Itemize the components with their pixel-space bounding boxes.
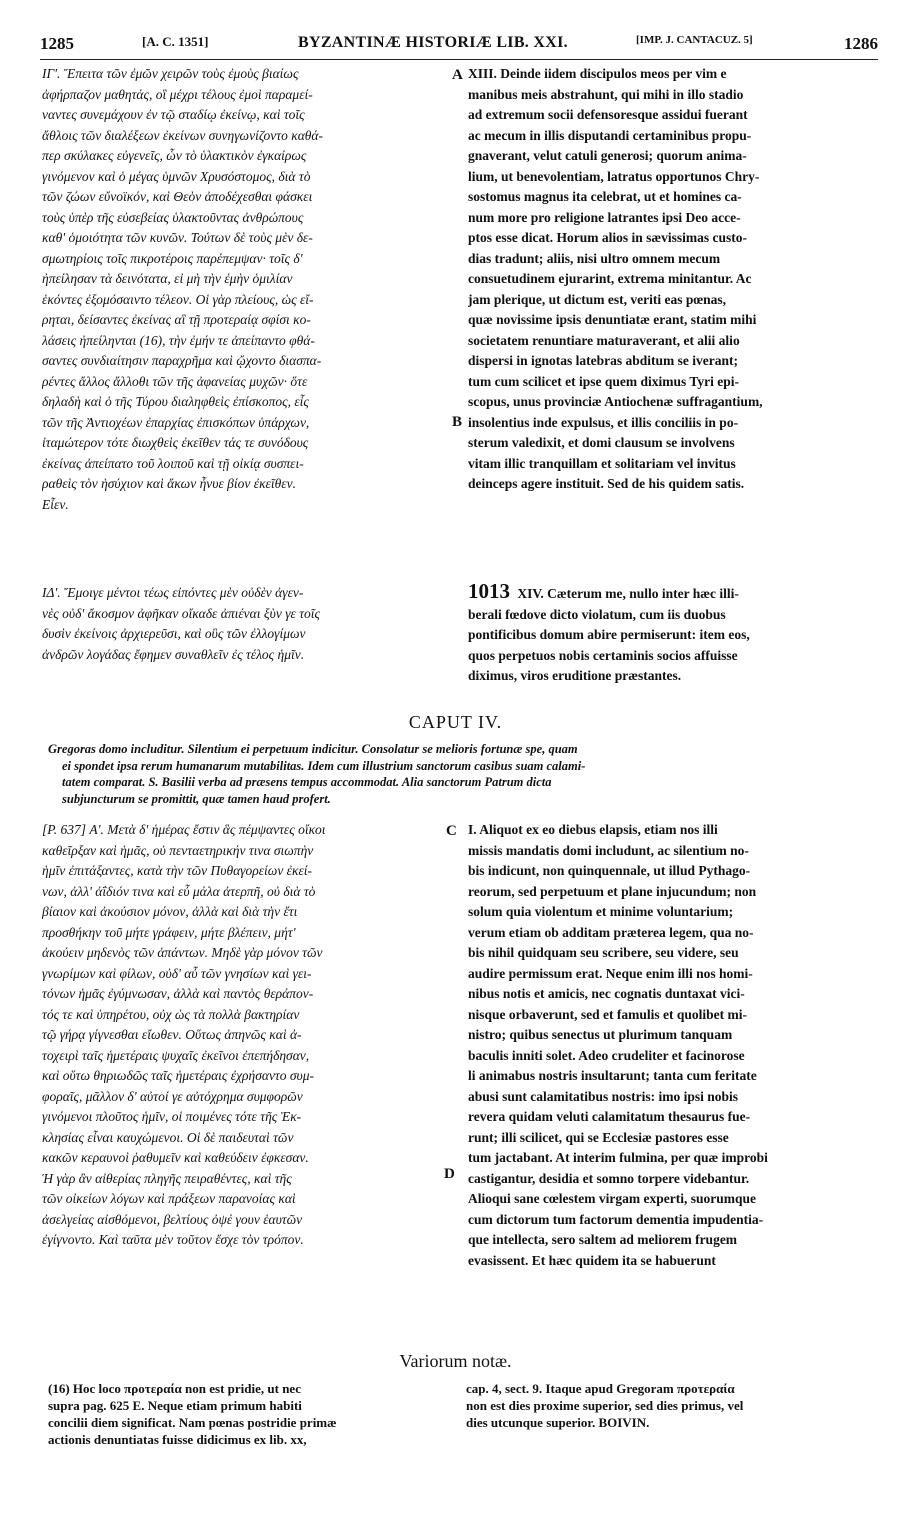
note-right-column [466, 1380, 876, 1431]
text-line: προσθήκην τοῦ μήτε γράφειν, μήτε βλέπειν, μήτ' [42, 924, 296, 940]
text-line: ei spondet ipsa rerum humanarum mutabilitas. Idem cum illustrium sanctorum casibus suam calami- [62, 758, 586, 773]
text-line: ραθεὶς τὸν ἡσύχιον καὶ ἄκων ἦνυε βίον ἐκεῖθεν. [42, 476, 296, 491]
text-line: scopus, unus provinciæ Antiochenæ suffragantium, [468, 394, 763, 409]
text-line: castigantur, desidia et somno torpere videbantur. [468, 1170, 750, 1186]
text-line: supra pag. 625 E. Neque etiam primum habiti [48, 1398, 302, 1413]
text-line: non est dies proxime superior, sed dies primus, vel [466, 1398, 744, 1413]
text-line: consuetudinem ejurarint, extrema minitantur. Ac [468, 271, 752, 286]
text-line: ad extremum socii defensoresque assidui fuerant [468, 107, 748, 122]
text-line: ΙΓ'. Ἔπειτα τῶν ἐμῶν χειρῶν τοὺς ἐμοὺς βιαίως [42, 66, 299, 81]
text-line: insolentius inde expulsus, et illis conciliis in po- [468, 414, 739, 430]
text-line: τῶν ζώων εὔνοϊκόν, καὶ Θεὸν ἀποδέχεσθαι φάσκει [42, 189, 313, 204]
text-line: ἀσελγείας αἰσθόμενοι, βελτίους ὀψέ γουν ἑαυτῶν [42, 1211, 303, 1227]
text-line: subjuncturum se promittit, quæ tamen haud profert. [62, 791, 331, 806]
text-line: ἠπείλησαν τὰ δεινότατα, εἰ μὴ τὴν ἐμὴν ὁμιλίαν [42, 271, 293, 286]
text-line: ἑκόντες ἐξομόσαιντο τέλεον. Οἱ γὰρ πλείους, ὡς εἴ- [42, 291, 314, 307]
text-line: ἀνδρῶν λογάδας ἔφημεν συναθλεῖν ἐς τέλος ἡμῖν. [42, 646, 305, 662]
text-line: κακῶν κεραυνοὶ ῥαθυμεῖν καὶ καθεύδειν ἐφκεσαν. [42, 1150, 309, 1165]
text-line: [P. 637] Α'. Μετὰ δ' ἡμέρας ἔστιν ἃς πέμψαντες οἴκοι [42, 822, 326, 837]
text-line: τοὺς ὑπὲρ τῆς εὐσεβείας ὑλακτοῦντας ἀνθρώπους [42, 209, 304, 225]
greek-paragraph-13 [42, 64, 452, 515]
text-line: tum jactabant. At interim fulmina, per quæ improbi [468, 1150, 768, 1165]
text-line: nisque orbaverunt, sed et famulis et quolibet mi- [468, 1006, 748, 1022]
text-line: τῶν τῆς Ἀντιοχέων ἐπαρχίας ἐπισκόπων ὑπάρχων, [42, 414, 310, 430]
text-line: cum dictorum tum factorum dementia impudentia- [468, 1211, 764, 1227]
text-line: deinceps agere instituit. Sed de his quidem satis. [468, 476, 745, 491]
text-line: Ἡ γὰρ ἂν αἰθερίας πληγῆς πειραθέντες, καὶ τῆς [42, 1170, 292, 1186]
text-line: τῶν οἰκείων λόγων καὶ πράξεων παρανοίας καὶ [42, 1191, 296, 1206]
text-line: evasissent. Et hæc quidem ita se habuerunt [468, 1252, 716, 1268]
text-line: dies utcunque superior. BOIVIN. [466, 1415, 650, 1430]
page-number-left: 1285 [40, 34, 74, 53]
chapter-title: CAPUT IV. [408, 712, 503, 732]
text-line: que intellecta, sero saltem ad meliorem frugem [468, 1232, 738, 1247]
text-line: ρηται, δείσαντες ἐκείνας αἳ τῇ προτεραίᾳ σφίσι κο- [42, 312, 311, 327]
text-line: καθ' ὁμοιότητα τῶν κυνῶν. Τούτων δὲ τοὺς μὲν δε- [42, 230, 313, 245]
text-line: lium, ut benevolentiam, latratus opportunos Chry- [468, 168, 760, 184]
text-line: reorum, sed perpetuum et plane injucundum; non [468, 883, 757, 899]
text-line: quos perpetuos nobis certaminis socios affuisse [468, 647, 738, 663]
text-line: bis nihil quidquam seu scribere, seu videre, seu [468, 945, 739, 960]
text-line: λάσεις ἠπείληνται (16), τὴν ἐμήν τε ἀπείπαντο φθά- [42, 332, 315, 348]
latin-page-number: 1013 [468, 581, 510, 603]
text-line: κλησίας εἶναι καυχώμενοι. Οἱ δὲ παιδευταὶ τῶν [42, 1129, 294, 1145]
chapter-summary [48, 741, 874, 807]
notes-title: Variorum notæ. [399, 1351, 512, 1371]
text-line: καὶ οὕτω θηριωδῶς ταῖς ἡμετέραις ἐχρήσαντο συμ- [42, 1068, 315, 1083]
text-line: li animabus nostris insultarunt; tanta cum feritate [468, 1068, 757, 1083]
text-line: tatem comparat. S. Basilii verba ad præsens tempus accommodat. Alia sanctorum Patrum dicta [62, 775, 552, 789]
running-title: BYZANTINÆ HISTORIÆ LIB. XXI. [298, 34, 568, 51]
text-line: νων, ἀλλ' ἀΐδιόν τινα καὶ εὖ μάλα ἀτερπῆ, οὐ διὰ τὸ [42, 883, 316, 899]
text-line: vitam illic tranquillam et solitariam vel invitus [468, 455, 736, 471]
text-line: δυσὶν ἐκείνοις ἀρχιερεῦσι, καὶ οὓς τῶν ἐλλογίμων [42, 626, 306, 641]
margin-letter-c: C [446, 823, 457, 839]
text-line: solum quia violentum et minime voluntarium; [468, 904, 734, 919]
latin-line: XIV. Cæterum me, nullo inter hæc illi- [517, 586, 739, 601]
text-line: τοχειρὶ ταῖς ἡμετέραις ψυχαῖς ἐκεῖνοι ἐπεπήδησαν, [42, 1047, 310, 1063]
text-line: gnaverant, velut catuli generosi; quorum anima- [468, 148, 747, 163]
text-line: baculis inniti solet. Adeo crudeliter et facinorose [468, 1047, 745, 1063]
note-left-column [48, 1380, 448, 1448]
text-line: ἰταμώτερον τότε διωχθεὶς ἐκεῖθεν τάς τε συνόδους [42, 435, 309, 450]
text-line: berali fœdove dicto violatum, cum iis duobus [468, 606, 726, 622]
text-line: bis indicunt, non quinquennale, ut illud Pythago- [468, 863, 751, 878]
text-line: ἀφήρπαζον μαθητάς, οἳ μέχρι τέλους ἐμοὶ παραμεί- [42, 86, 313, 102]
text-line: (16) Hoc loco προτεραία non est pridie, ut nec [48, 1381, 301, 1396]
text-line: Gregoras domo includitur. Silentium ei perpetuum indicitur. Consolatur se melioris fortunæ spe, quam [48, 742, 578, 756]
text-line: num more pro religione latrantes ipsi Deo acce- [468, 209, 741, 225]
text-line: ΙΔ'. Ἔμοιγε μέντοι τέως εἰπόντες μὲν οὐδὲν ἀγεν- [42, 585, 304, 600]
text-line: ἡμῖν ἐπιτάξαντες, κατὰ τὴν τῶν Πυθαγορείων ἐκεί- [42, 863, 313, 878]
text-line: Εἶεν. [42, 496, 69, 512]
text-line: καθεῖρξαν καὶ ἡμᾶς, οὐ πενταετηρικήν τινα σιωπὴν [42, 842, 314, 858]
text-line: diximus, viros eruditione præstantes. [468, 668, 682, 683]
text-line: runt; illi scilicet, qui se Ecclesiæ pastores esse [468, 1129, 729, 1145]
emperor-note: [IMP. J. CANTACUZ. 5] [636, 34, 753, 46]
text-line: δηλαδὴ καὶ ὁ τῆς Τύρου διαληφθεὶς ἐπίσκοπος, εἷς [42, 394, 309, 409]
text-line: ναντες συνεμάχουν ἐν τῷ σταδίῳ ἐκείνῳ, καὶ τοῖς [42, 107, 305, 122]
text-line: concilii diem significat. Nam pœnas postridie primæ [48, 1415, 337, 1430]
text-line: σμωτηρίοις τοῖς πικροτέροις παρέπεμψαν· τοῖς δ' [42, 250, 303, 266]
text-line: societatem renuntiare maturaverant, et alii alio [468, 332, 740, 348]
text-line: ἐγίγνοντο. Καὶ ταῦτα μὲν τοῦτον ἔσχε τὸν τρόπον. [42, 1232, 304, 1247]
text-line: Alioqui sane cœlestem virgam experti, suorumque [468, 1191, 756, 1206]
text-line: cap. 4, sect. 9. Itaque apud Gregoram προτεραία [466, 1381, 735, 1396]
running-header [40, 34, 878, 58]
greek-chapter-paragraph [42, 820, 452, 1251]
latin-paragraph-13 [468, 64, 873, 495]
text-line: missis mandatis domi includunt, ac silentium no- [468, 842, 749, 858]
text-line: sostomus magnus ita celebrat, ut et homines ca- [468, 189, 742, 204]
text-line: περ σκύλακες εὐγενεῖς, ὧν τὸ ὑλακτικὸν ἐγκαίρως [42, 148, 307, 163]
text-line: tum cum scilicet et ipse quem diximus Tyri epi- [468, 373, 739, 389]
text-line: ac mecum in illis disputandi certaminibus propu- [468, 127, 752, 143]
latin-paragraph-14 [468, 581, 873, 687]
text-line: abusi sunt calamitatibus nostris: imo ipsi nobis [468, 1088, 739, 1104]
text-line: ἀκούειν μηδενὸς τῶν ἁπάντων. Μηδὲ γὰρ μόνον τῶν [42, 945, 323, 960]
year-note: [A. C. 1351] [142, 34, 209, 49]
text-line: τῷ γήρᾳ γίγνεσθαι εἴωθεν. Οὕτως ἀπηνῶς καὶ ἀ- [42, 1027, 302, 1042]
text-line: τόνων ἡμᾶς ἐγύμνωσαν, ἀλλὰ καὶ παντὸς θεράπον- [42, 986, 314, 1001]
text-line: I. Aliquot ex eo diebus elapsis, etiam nos illi [468, 822, 718, 837]
text-line: βίαιον καὶ ἀκούσιον μόνον, ἀλλὰ καὶ διὰ τὴν ἔτι [42, 904, 298, 919]
text-line: τός τε καὶ ὑπηρέτου, οὐχ ὡς τὰ πολλὰ βακτηρίαν [42, 1006, 300, 1022]
text-line: νὲς οὐδ' ἄκοσμον ἀφῆκαν οἴκαδε ἀπιέναι ξὺν γε τοῖς [42, 605, 321, 621]
text-line: dias tradunt; aliis, nisi ultro omnem mecum [468, 250, 721, 266]
text-line: dispersi in ignotas latebras abditum se iverant; [468, 353, 739, 368]
latin-paragraph-14-first-line [468, 581, 873, 605]
text-line: quæ novissime ipsis denuntiatæ erant, statim mihi [468, 312, 757, 327]
latin-paragraph-14-rest [468, 605, 873, 687]
page-number-right: 1286 [844, 34, 878, 53]
text-line: ρέντες ἄλλος ἄλλοθι τῶν τῆς ἀφανείας μυχῶν· ὅτε [42, 373, 308, 389]
text-line: revera quidam veluti calamitatum thesaurus fue- [468, 1109, 751, 1124]
text-line: σαντες συνδιαίτησιν παραχρῆμα καὶ ᾤχοντο διασπα- [42, 353, 322, 368]
text-line: pontificibus domum abire permiserunt: item eos, [468, 627, 750, 642]
text-line: actionis denuntiatas fuisse didicimus ex lib. xx, [48, 1432, 307, 1447]
margin-letter-b: B [452, 414, 463, 430]
text-line: verum etiam ob additam præterea legem, qua no- [468, 924, 754, 940]
text-line: jam plerique, ut dictum est, veriti eas pœnas, [468, 291, 726, 307]
text-line: nibus notis et amicis, nec cognatis duntaxat vici- [468, 986, 745, 1001]
text-line: γινόμενον καὶ ὁ μέγας ὑμνῶν Χρυσόστομος, διὰ τὸ [42, 168, 311, 184]
text-line: ἐκείνας ἀπείπατο τοῦ λοιποῦ καὶ τῇ οἰκίᾳ συσπει- [42, 455, 304, 471]
margin-letter-a: A [452, 67, 463, 83]
latin-chapter-paragraph [468, 820, 873, 1271]
text-line: ptos esse dicat. Horum alios in sævissimas custo- [468, 230, 748, 245]
text-line: audire permissum erat. Neque enim illi nos homi- [468, 965, 753, 981]
greek-paragraph-14 [42, 583, 452, 665]
header-rule [40, 59, 878, 60]
text-line: manibus meis abstrahunt, qui mihi in illo stadio [468, 86, 744, 102]
text-line: γινόμενοι πλοῦτος ἡμῖν, οἱ ποιμένες τότε τῆς Ἐκ- [42, 1109, 302, 1124]
margin-letter-d: D [444, 1166, 455, 1182]
text-line: sterum valedixit, et domi clausum se involvens [468, 435, 735, 450]
text-line: γνωρίμων καὶ φίλων, οὐδ' αὖ τῶν γνησίων καὶ γει- [42, 965, 312, 981]
text-line: φοραῖς, μᾶλλον δ' αὐτοί γε αὐτόχρημα συμφορῶν [42, 1088, 303, 1104]
text-line: nistro; quibus senectus ut plurimum tanquam [468, 1027, 733, 1042]
text-line: ἄθλοις τῶν διαλέξεων ἐκείνων συνηγωνίζοντο καθά- [42, 127, 323, 143]
text-line: XIII. Deinde iidem discipulos meos per vim e [468, 66, 727, 81]
